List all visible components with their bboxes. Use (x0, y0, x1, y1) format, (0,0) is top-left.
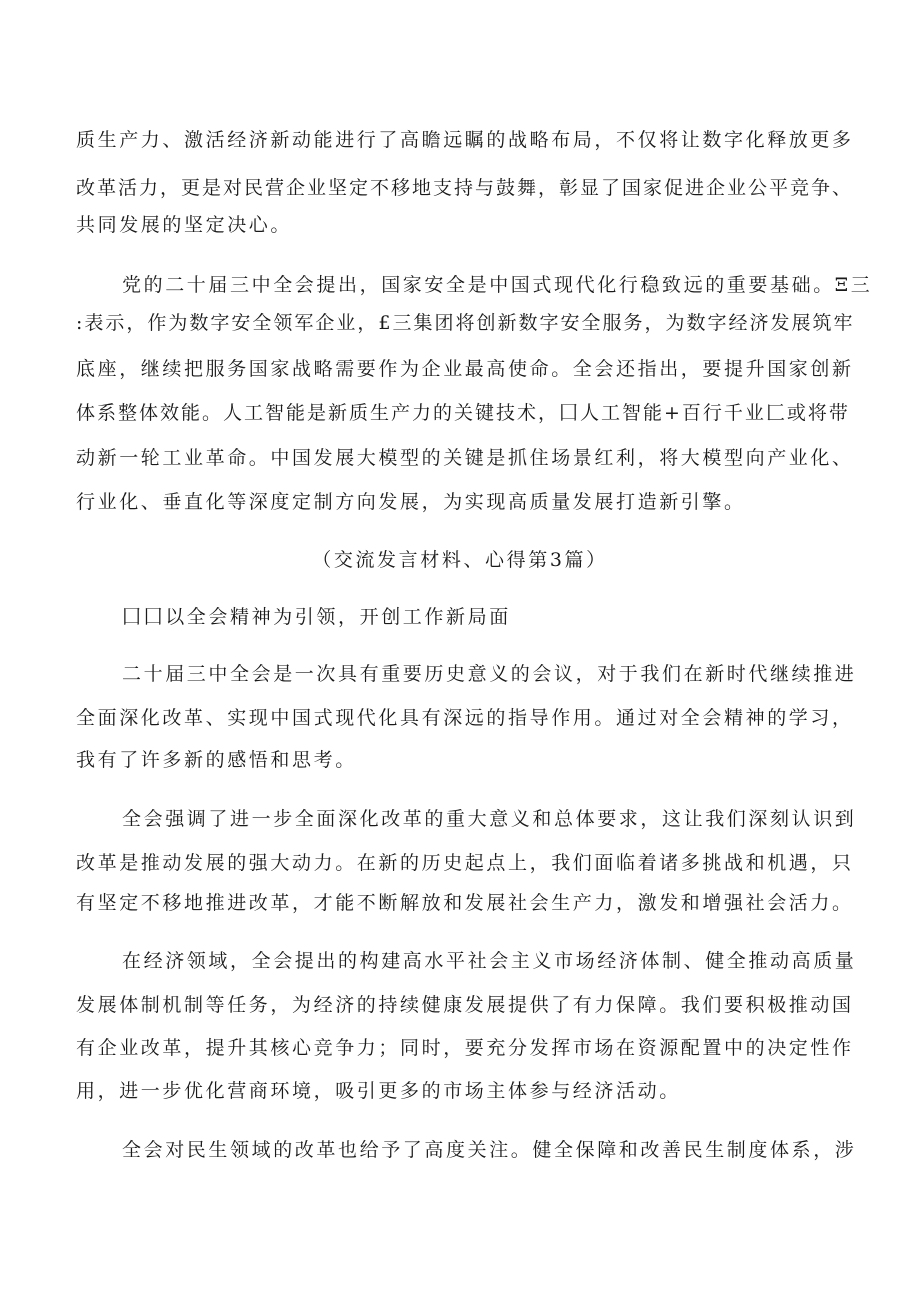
text-line: 有坚定不移地推进改革，才能不断解放和发展社会生产力，激发和增强社会活力。 (76, 892, 854, 914)
text-line: 改革是推动发展的强大动力。在新的历史起点上，我们面临着诸多挑战和机遇，只 (76, 852, 854, 874)
text-line: 体系整体效能。人工智能是新质生产力的关键技术，囗人工智能+百行千业匚或将带 (76, 402, 850, 424)
section-heading: （交流发言材料、心得第3篇） (312, 549, 608, 571)
text-line: 全面深化改革、实现中国式现代化具有深远的指导作用。通过对全会精神的学习， (76, 707, 854, 729)
text-line: 我有了许多新的感悟和思考。 (76, 749, 357, 771)
article-title: 囗囗以全会精神为引领，开创工作新局面 (122, 606, 511, 628)
text-line: 动新一轮工业革命。中国发展大模型的关键是抓住场景红利，将大模型向产业化、 (76, 447, 854, 469)
text-line: 共同发展的坚定决心。 (76, 214, 293, 236)
text-line: 行业化、垂直化等深度定制方向发展，为实现高质量发展打造新引擎。 (76, 491, 746, 513)
text-line: 在经济领域，全会提出的构建高水平社会主义市场经济体制、健全推动高质量 (122, 950, 857, 972)
text-line: 用，进一步优化营商环境，吸引更多的市场主体参与经济活动。 (76, 1080, 681, 1102)
text-line: 全会强调了进一步全面深化改革的重大意义和总体要求，这让我们深刻认识到 (122, 808, 857, 830)
text-line: 底座，继续把服务国家战略需要作为企业最高使命。全会还指出，要提升国家创新 (76, 358, 854, 380)
text-line: 质生产力、激活经济新动能进行了高瞻远瞩的战略布局，不仅将让数字化释放更多 (76, 129, 854, 151)
text-line: :表示，作为数字安全领军企业，£三集团将创新数字安全服务，为数字经济发展筑牢 (76, 312, 855, 334)
text-line: 党的二十届三中全会提出，国家安全是中国式现代化行稳致远的重要基础。Ξ三 (122, 274, 873, 296)
text-line: 二十届三中全会是一次具有重要历史意义的会议，对于我们在新时代继续推进 (122, 663, 857, 685)
text-line: 发展体制机制等任务，为经济的持续健康发展提供了有力保障。我们要积极推动国 (76, 994, 854, 1016)
text-line: 全会对民生领域的改革也给予了高度关注。健全保障和改善民生制度体系，涉 (122, 1139, 857, 1161)
text-line: 改革活力，更是对民营企业坚定不移地支持与鼓舞，彰显了国家促进企业公平竞争、 (76, 177, 854, 199)
text-line: 有企业改革，提升其核心竞争力；同时，要充分发挥市场在资源配置中的决定性作 (76, 1037, 854, 1059)
